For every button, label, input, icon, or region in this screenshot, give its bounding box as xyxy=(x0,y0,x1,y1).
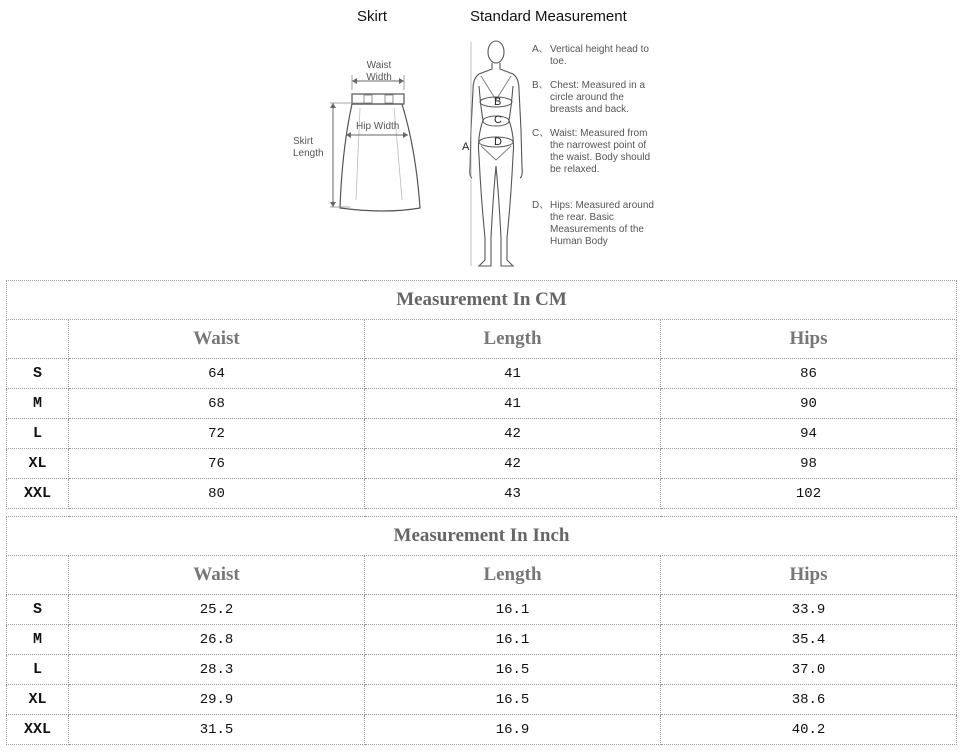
cm-header-waist: Waist xyxy=(69,320,365,359)
cm-header-length: Length xyxy=(365,320,661,359)
body-letter-b: B xyxy=(494,96,502,108)
inch-header-row xyxy=(7,556,957,595)
inch-measurement-table xyxy=(6,516,957,745)
note-c-text: Waist: Measured from the narrowest point of the waist. Body should be relaxed. xyxy=(550,128,651,175)
note-d-text: Hips: Measured around the rear. Basic Measurements of the Human Body xyxy=(550,200,654,247)
length-value: 42 xyxy=(365,419,661,449)
hips-value: 35.4 xyxy=(661,625,957,655)
size-label: XXL xyxy=(7,479,69,509)
cm-header-row xyxy=(7,320,957,359)
table-row xyxy=(7,625,957,655)
waist-width-label: Waist Width xyxy=(366,60,392,83)
size-label: M xyxy=(7,389,69,419)
note-b xyxy=(532,80,662,118)
waist-value: 28.3 xyxy=(69,655,365,685)
standard-measurement-title: Standard Measurement xyxy=(470,8,627,25)
waist-value: 26.8 xyxy=(69,625,365,655)
hip-width-label: Hip Width xyxy=(356,121,400,132)
note-a-text: Vertical height head to toe. xyxy=(550,44,649,67)
hips-value: 94 xyxy=(661,419,957,449)
table-row xyxy=(7,655,957,685)
note-c-key: C、 xyxy=(532,128,550,139)
cm-header-corner xyxy=(7,320,69,359)
note-d xyxy=(532,200,662,250)
table-row xyxy=(7,449,957,479)
table-row xyxy=(7,359,957,389)
waist-value: 64 xyxy=(69,359,365,389)
cm-header-hips: Hips xyxy=(661,320,957,359)
hips-value: 90 xyxy=(661,389,957,419)
hips-value: 86 xyxy=(661,359,957,389)
size-label: L xyxy=(7,419,69,449)
length-value: 41 xyxy=(365,359,661,389)
body-letter-d: D xyxy=(494,136,502,148)
length-value: 16.1 xyxy=(365,595,661,625)
note-d-key: D、 xyxy=(532,200,550,211)
hips-value: 102 xyxy=(661,479,957,509)
waist-value: 72 xyxy=(69,419,365,449)
waist-value: 25.2 xyxy=(69,595,365,625)
waist-value: 68 xyxy=(69,389,365,419)
size-label: S xyxy=(7,359,69,389)
note-a xyxy=(532,44,662,70)
skirt-length-label: Skirt Length xyxy=(293,136,324,159)
length-value: 16.9 xyxy=(365,715,661,745)
table-row xyxy=(7,389,957,419)
size-label: M xyxy=(7,625,69,655)
length-value: 16.1 xyxy=(365,625,661,655)
hips-value: 40.2 xyxy=(661,715,957,745)
cm-table-title: Measurement In CM xyxy=(7,281,957,320)
table-row xyxy=(7,715,957,745)
table-row xyxy=(7,479,957,509)
length-value: 42 xyxy=(365,449,661,479)
note-b-key: B、 xyxy=(532,80,549,91)
skirt-title: Skirt xyxy=(357,8,387,25)
hips-value: 37.0 xyxy=(661,655,957,685)
length-value: 16.5 xyxy=(365,685,661,715)
size-label: XXL xyxy=(7,715,69,745)
table-row xyxy=(7,595,957,625)
size-label: S xyxy=(7,595,69,625)
hips-value: 33.9 xyxy=(661,595,957,625)
inch-header-length: Length xyxy=(365,556,661,595)
inch-table-title: Measurement In Inch xyxy=(7,517,957,556)
length-value: 41 xyxy=(365,389,661,419)
body-letter-c: C xyxy=(494,114,502,126)
length-value: 16.5 xyxy=(365,655,661,685)
measurement-diagram xyxy=(0,0,962,278)
hips-value: 38.6 xyxy=(661,685,957,715)
cm-measurement-table xyxy=(6,280,957,509)
note-b-text: Chest: Measured in a circle around the breasts and back. xyxy=(550,80,646,115)
waist-value: 80 xyxy=(69,479,365,509)
length-value: 43 xyxy=(365,479,661,509)
hips-value: 98 xyxy=(661,449,957,479)
waist-value: 76 xyxy=(69,449,365,479)
waist-value: 29.9 xyxy=(69,685,365,715)
table-row xyxy=(7,419,957,449)
inch-header-corner xyxy=(7,556,69,595)
size-label: XL xyxy=(7,449,69,479)
inch-header-hips: Hips xyxy=(661,556,957,595)
note-a-key: A、 xyxy=(532,44,549,55)
human-body-illustration xyxy=(455,38,535,272)
waist-value: 31.5 xyxy=(69,715,365,745)
size-label: L xyxy=(7,655,69,685)
note-c xyxy=(532,128,662,190)
inch-header-waist: Waist xyxy=(69,556,365,595)
body-letter-a: A xyxy=(462,141,470,153)
table-row xyxy=(7,685,957,715)
size-label: XL xyxy=(7,685,69,715)
